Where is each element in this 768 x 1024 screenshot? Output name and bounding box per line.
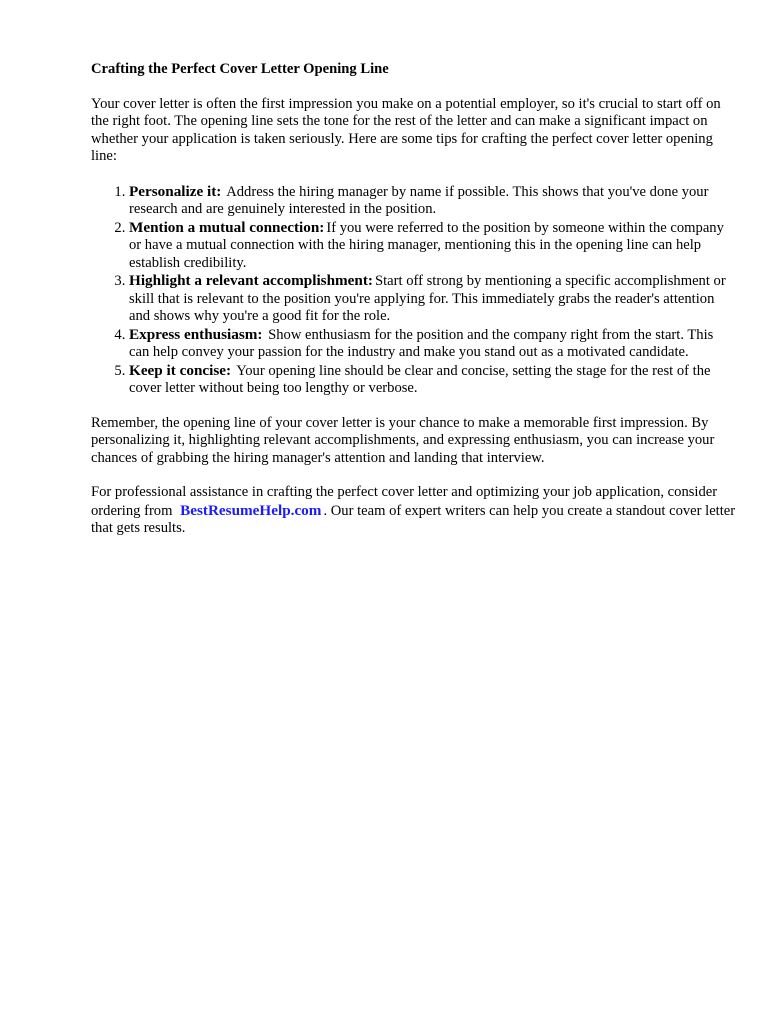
document-title: Crafting the Perfect Cover Letter Opening Line [91, 61, 389, 77]
tip-text: Show enthusiasm for the position and the company right from the start. This can help convey your passion for the industry and make you stand out as a motivated candidate. [129, 326, 714, 360]
list-item [129, 272, 729, 326]
cta-text-after: . Our team of expert writers can help you create a standout cover letter that gets results. [91, 502, 736, 536]
tip-text: If you were referred to the position by someone within the company or have a mutual connection with the hiring manager, mentioning this in the opening line can help establish credibility. [129, 219, 724, 271]
list-item [129, 362, 729, 398]
list-item [129, 219, 729, 273]
tip-text: Start off strong by mentioning a specific accomplishment or skill that is relevant to the position you're applying for. This immediately grabs the reader's attention and shows why you're a good fit for the role. [129, 273, 726, 324]
cta-paragraph [91, 484, 736, 538]
document-body [91, 61, 736, 538]
conclusion-paragraph: Remember, the opening line of your cover letter is your chance to make a memorable first impression. By personalizing it, highlighting relevant accomplishments, and expressing enthusiasm, you can increase your chances of grabbing the hiring manager's attention and landing that interview. [91, 414, 715, 466]
tip-text: Address the hiring manager by name if possible. This shows that you've done your research and are genuinely interested in the position. [129, 183, 709, 217]
cta-text-before: For professional assistance in crafting the perfect cover letter and optimizing your job application, consider ordering from [91, 484, 718, 519]
tip-title: Keep it concise: [129, 361, 232, 379]
intro-paragraph: Your cover letter is often the first impression you make on a potential employer, so it's crucial to start off on the right foot. The opening line sets the tone for the rest of the letter and can make a significant impact on whether your application is taken seriously. Here are some tips for crafting the perfect cover letter opening line: [91, 95, 721, 164]
tip-title: Mention a mutual connection: [129, 218, 325, 236]
tip-text: Your opening line should be clear and concise, setting the stage for the rest of the cover letter without being too lengthy or verbose. [129, 362, 711, 396]
tip-title: Highlight a relevant accomplishment: [129, 272, 373, 289]
best-resume-help-link[interactable]: BestResumeHelp.com [180, 501, 322, 519]
list-item [129, 326, 729, 362]
tips-list [91, 183, 729, 398]
tip-title: Personalize it: [129, 182, 222, 200]
tip-title: Express enthusiasm: [129, 325, 263, 343]
list-item [129, 183, 729, 219]
